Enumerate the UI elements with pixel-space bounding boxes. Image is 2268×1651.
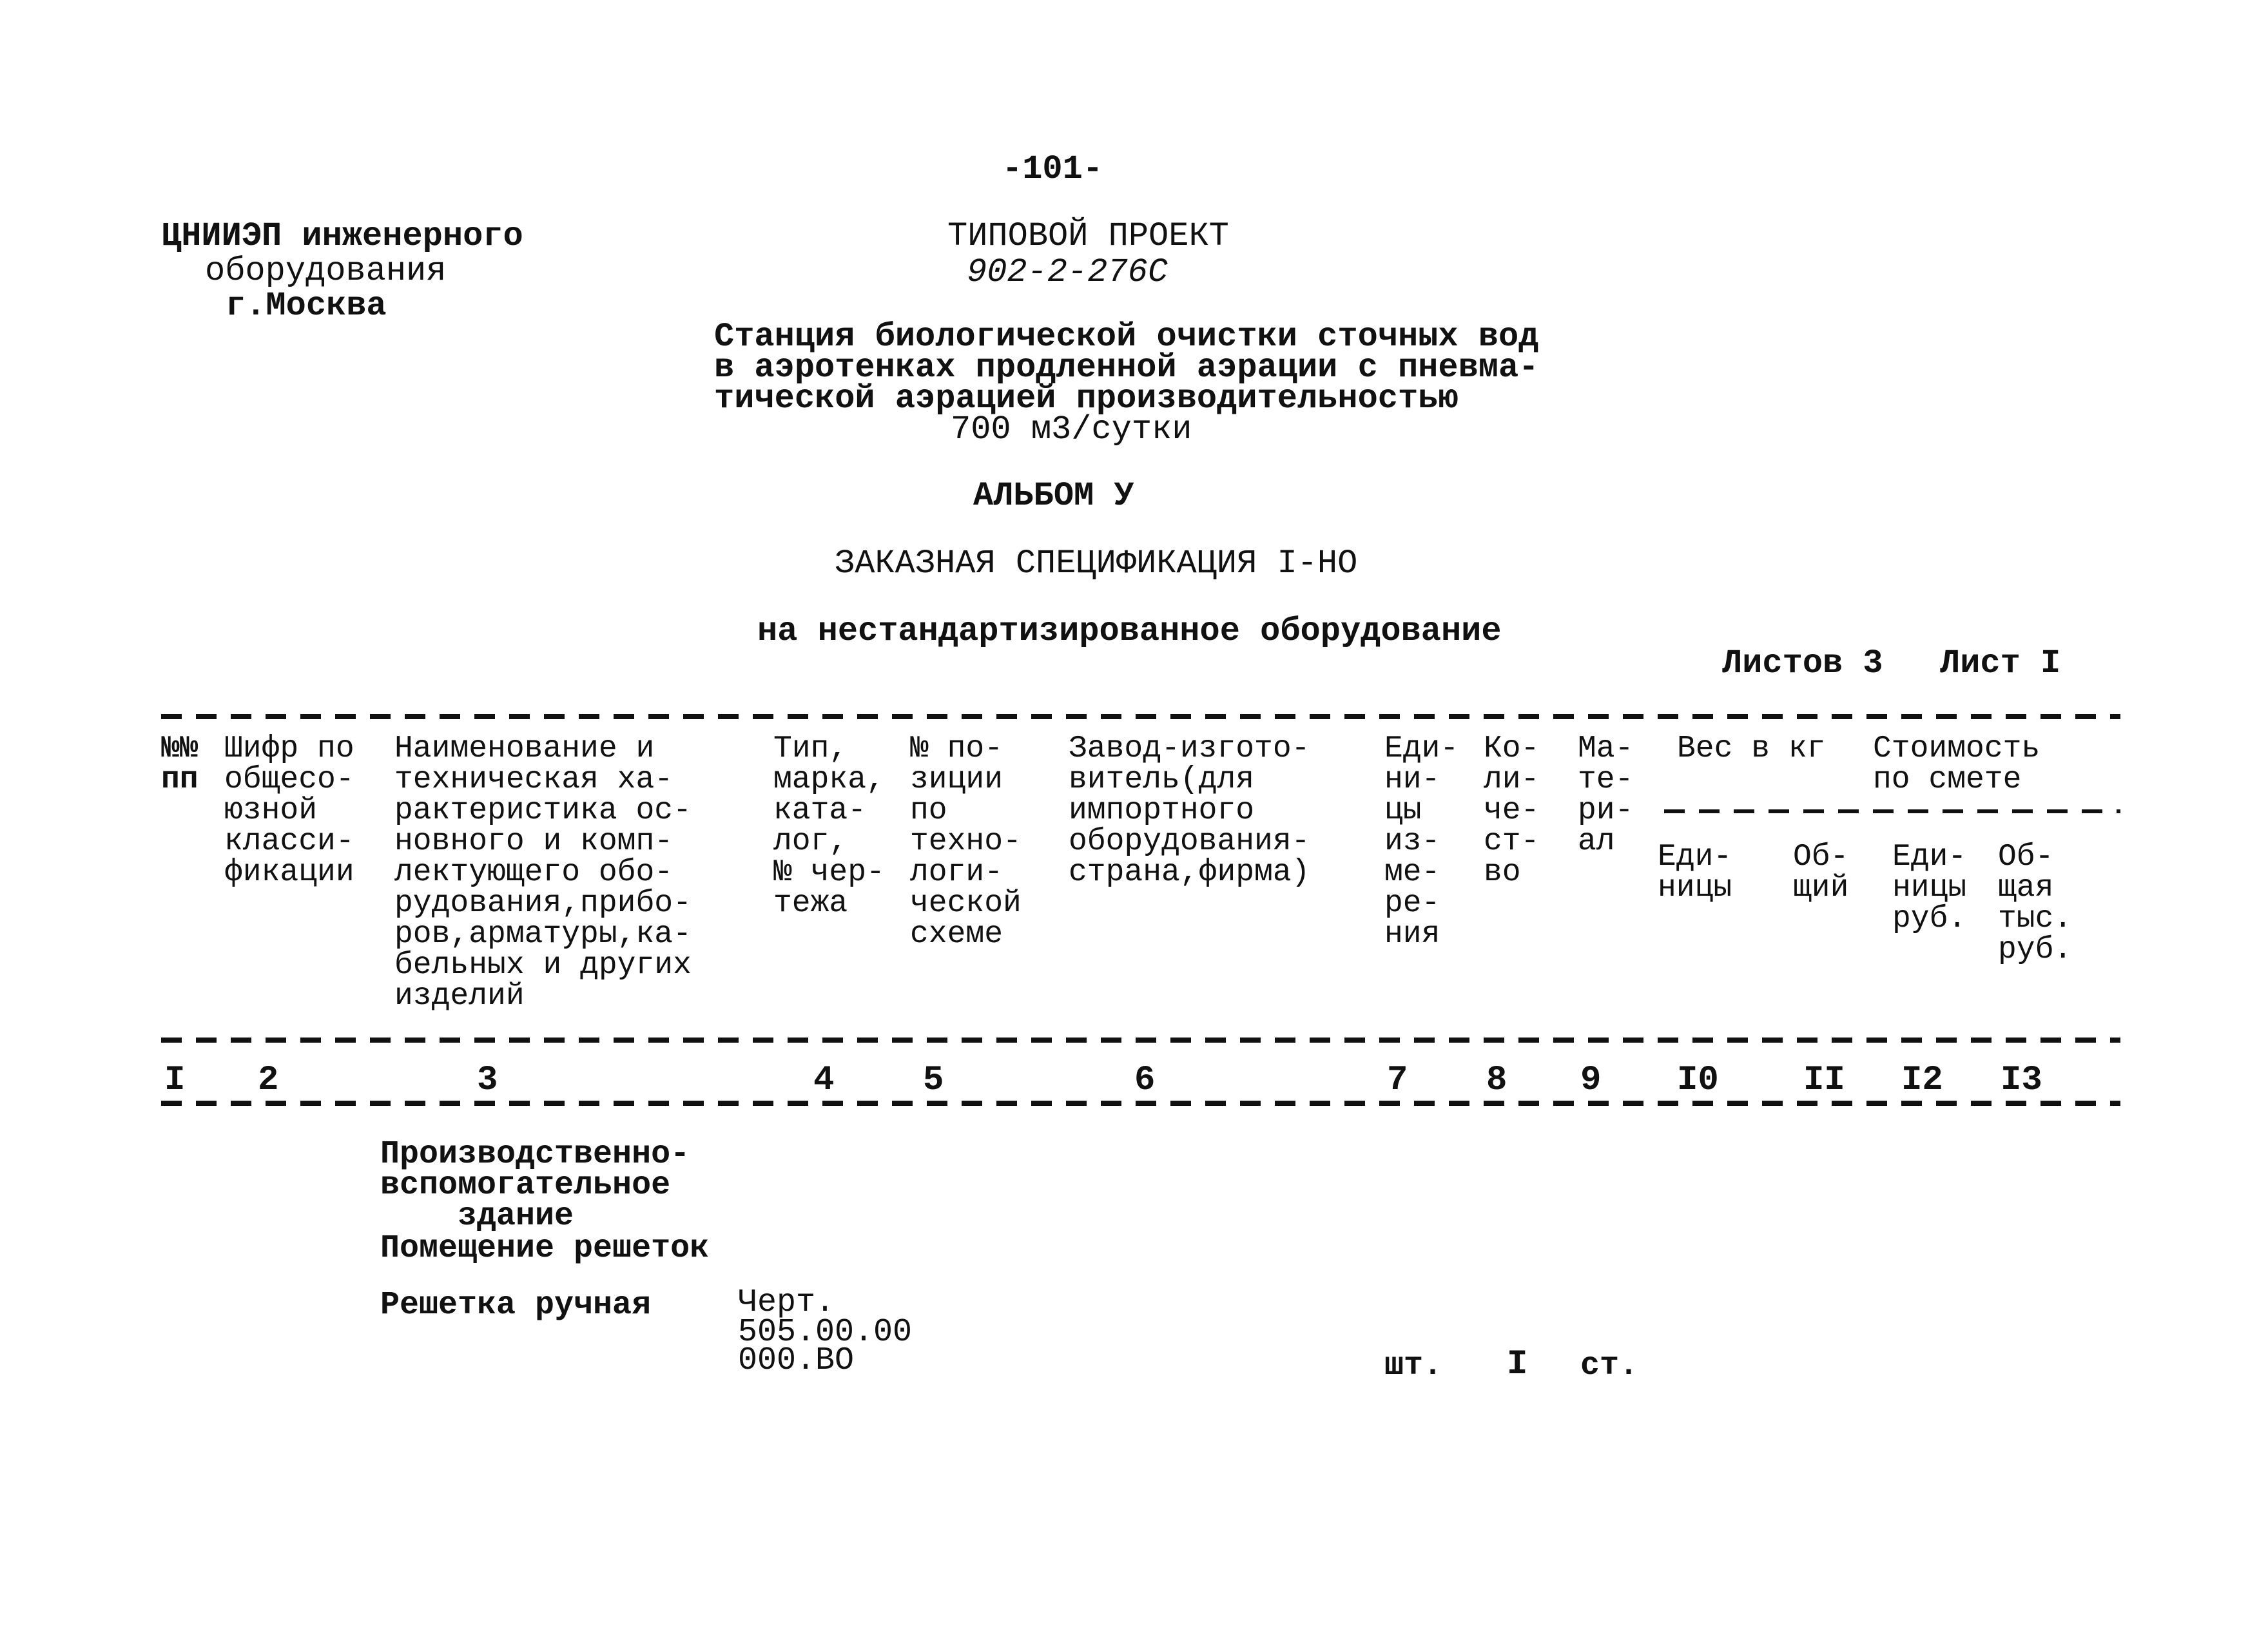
row-3-unit: шт. <box>1384 1347 1443 1384</box>
header-col-10: Еди- ницы <box>1658 840 1732 905</box>
column-number-8: 8 <box>1486 1061 1507 1100</box>
header-col-13: Об- щая тыс. руб. <box>1998 840 2073 967</box>
column-number-1: I <box>164 1061 186 1100</box>
header-col-8: Ко- ли- че- ст- во <box>1484 731 1540 890</box>
column-number-6: 6 <box>1134 1061 1156 1100</box>
column-number-9: 9 <box>1580 1061 1602 1100</box>
project-description-line-3: тической аэрацией производительностью <box>714 380 1459 418</box>
organization-line-1: ЦНИИЭП инженерного <box>161 217 523 255</box>
column-number-5: 5 <box>923 1061 944 1100</box>
header-group-rule <box>1664 809 2120 813</box>
project-title: ТИПОВОЙ ПРОЕКТ <box>947 217 1229 255</box>
column-number-7: 7 <box>1387 1061 1408 1100</box>
project-description-line-1: Станция биологической очистки сточных вод <box>714 318 1539 356</box>
sheets-current: Лист I <box>1940 644 2061 682</box>
spec-subtitle: на нестандартизированное оборудование <box>757 612 1502 650</box>
column-number-4: 4 <box>813 1061 835 1100</box>
page-number: -101- <box>1002 150 1103 188</box>
header-col-9: Ма- те- ри- ал <box>1578 731 1634 859</box>
project-description-line-2: в аэротенках продленной аэрации с пневма- <box>714 349 1539 387</box>
header-weight-group: Вес в кг <box>1677 731 1826 766</box>
table-header-rule <box>161 1038 2120 1043</box>
row-3-quantity: I <box>1507 1345 1528 1384</box>
header-cost-group: Стоимость по смете <box>1873 731 2040 797</box>
header-col-12: Еди- ницы руб. <box>1892 840 1967 936</box>
row-3-name: Решетка ручная <box>380 1287 652 1324</box>
header-col-2: Шифр по общесо- юзной класси- фикации <box>224 731 354 890</box>
row-3-drawing-label: Черт. <box>738 1284 835 1321</box>
project-description-line-4: 700 м3/сутки <box>951 410 1192 449</box>
row-3-material: ст. <box>1580 1347 1639 1384</box>
column-number-10: I0 <box>1677 1061 1719 1100</box>
row-1-name: Производственно- вспомогательное здание <box>380 1136 690 1235</box>
spec-title: ЗАКАЗНАЯ СПЕЦИФИКАЦИЯ I-НО <box>835 545 1358 583</box>
sheets-total: Листов 3 <box>1722 644 1883 682</box>
column-number-12: I2 <box>1901 1061 1943 1100</box>
album-label: АЛЬБОМ У <box>973 477 1134 515</box>
row-3-drawing-code-2: 000.ВО <box>738 1342 855 1379</box>
header-col-6: Завод-изгото- витель(для импортного оборудования- страна,фирма) <box>1069 731 1310 890</box>
column-number-2: 2 <box>258 1061 279 1100</box>
header-col-7: Еди- ни- цы из- ме- ре- ния <box>1384 731 1459 952</box>
column-number-13: I3 <box>2001 1061 2042 1100</box>
header-col-5: № по- зиции по техно- логи- ческой схеме <box>910 731 1022 952</box>
column-number-11: II <box>1803 1061 1845 1100</box>
header-col-3: Наименование и техническая ха- рактеристика ос- новного и комп- лектующего обо- рудования,прибо- ров,арматуры,ка- бельных и других изделий <box>394 731 692 1014</box>
column-number-rule <box>161 1101 2120 1106</box>
header-col-11: Об- щий <box>1793 840 1849 905</box>
header-col-1: №№ пп <box>161 731 199 797</box>
row-3-drawing-code-1: 505.00.00 <box>738 1314 913 1351</box>
row-2-name: Помещение решеток <box>380 1230 710 1267</box>
organization-line-2: оборудования <box>205 252 447 290</box>
table-top-rule <box>161 714 2120 719</box>
organization-line-3: г.Москва <box>226 287 387 325</box>
header-col-4: Тип, марка, ката- лог, № чер- тежа <box>773 731 885 921</box>
column-number-3: 3 <box>477 1061 498 1100</box>
project-code: 902-2-276С <box>967 253 1168 291</box>
